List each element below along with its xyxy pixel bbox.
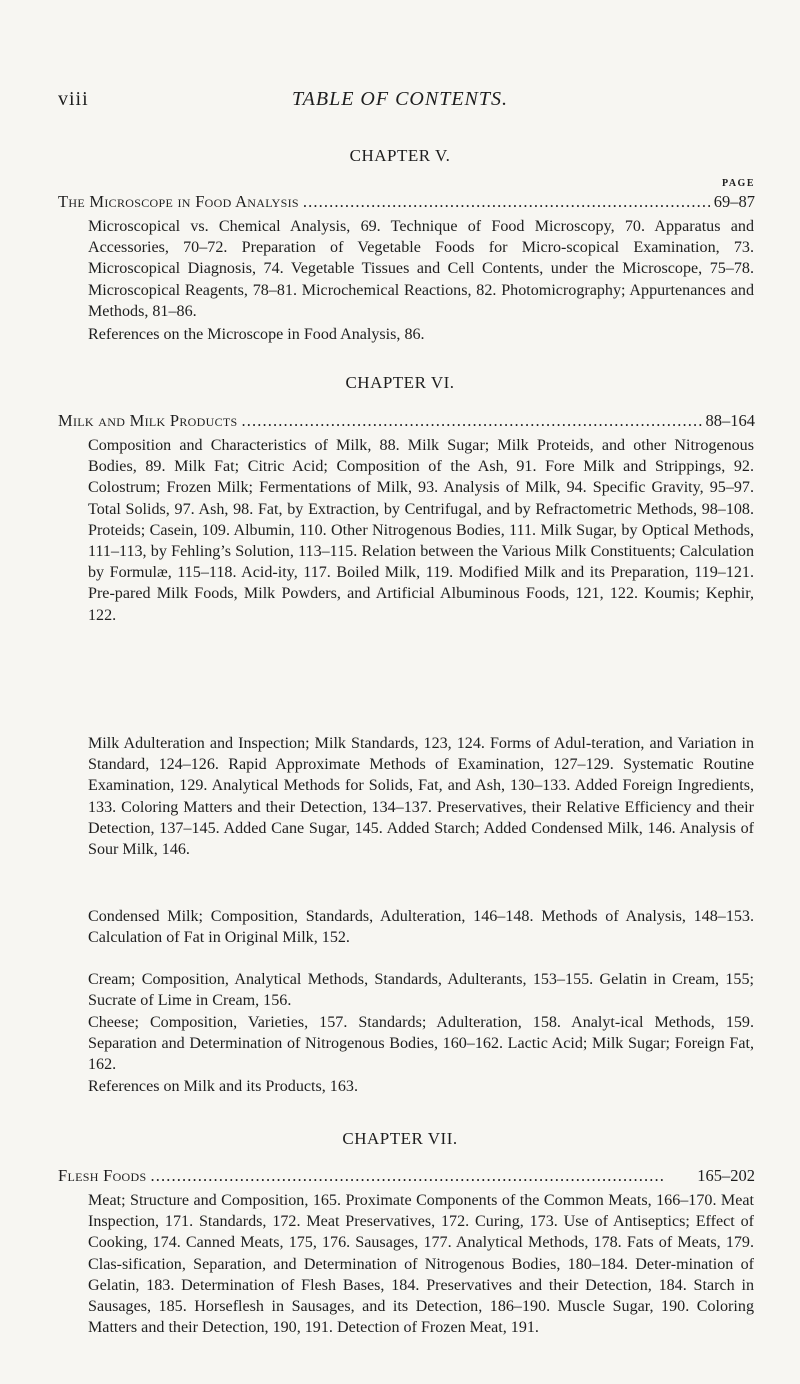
chapter-heading: CHAPTER V.: [349, 146, 451, 165]
paragraph: References on the Microscope in Food Analysis, 86.: [88, 326, 425, 343]
page-range: 69–87: [713, 192, 755, 211]
page-number: viii: [58, 88, 89, 110]
paragraph: Cheese; Composition, Varieties, 157. Standards; Adulteration, 158. Analyt-ical Methods, 159. Separation and Determination of Nitrogenous Bodies, 160–162. Lactic Acid; Milk Sugar; Foreign Fat, 162.: [88, 1014, 754, 1074]
dot-leader: [242, 411, 702, 431]
chapter-title: Milk and Milk Products: [58, 411, 238, 430]
chapter-entry: [58, 1166, 755, 1186]
page-column-label: PAGE: [721, 178, 755, 189]
paragraph: Microscopical vs. Chemical Analysis, 69. Technique of Food Microscopy, 70. Apparatus and Accessories, 70–72. Preparation of Vegetable Foods for Micro-scopical Examination, 73. Microscopical Diagnosis, 74. Vegetable Tissues and Cell Contents, under the Microscope, 75–78. Microscopical Reagents, 78–81. Microchemical Reactions, 82. Photomicrography; Appurtenances and Methods, 81–86.: [88, 218, 754, 320]
chapter-entry: [58, 192, 755, 212]
running-title: TABLE OF CONTENTS.: [292, 88, 508, 110]
paragraph: Milk Adulteration and Inspection; Milk Standards, 123, 124. Forms of Adul-teration, and Variation in Standard, 124–126. Rapid Approximate Methods of Examination, 127–129. Systematic Routine Examination, 129. Analytical Methods for Solids, Fat, and Ash, 130–133. Added Foreign Ingredients, 133. Coloring Matters and their Detection, 134–137. Preservatives, their Relative Efficiency and their Detection, 137–145. Added Cane Sugar, 145. Added Starch; Added Condensed Milk, 146. Analysis of Sour Milk, 146.: [88, 735, 754, 859]
chapter-heading: CHAPTER VII.: [342, 1129, 458, 1148]
page-header: [0, 88, 800, 118]
paragraph: Condensed Milk; Composition, Standards, Adulteration, 146–148. Methods of Analysis, 148–153. Calculation of Fat in Original Milk, 152.: [88, 908, 754, 947]
paragraph: Cream; Composition, Analytical Methods, Standards, Adulterants, 153–155. Gelatin in Cream, 155; Sucrate of Lime in Cream, 156.: [88, 971, 754, 1010]
page-range: 88–164: [705, 411, 755, 430]
dot-leader: [303, 192, 710, 212]
chapter-title: The Microscope in Food Analysis: [58, 192, 299, 211]
paragraph: Composition and Characteristics of Milk, 88. Milk Sugar; Milk Proteids, and other Nitrogenous Bodies, 89. Milk Fat; Citric Acid; Composition of the Ash, 91. Fore Milk and Strippings, 92. Colostrum; Frozen Milk; Fermentations of Milk, 93. Analysis of Milk, 94. Specific Gravity, 95–97. Total Solids, 97. Ash, 98. Fat, by Extraction, by Centrifugal, and by Refractometric Methods, 98–108. Proteids; Casein, 109. Albumin, 110. Other Nitrogenous Bodies, 111. Milk Sugar, by Optical Methods, 111–113, by Fehling’s Solution, 113–115. Relation between the Various Milk Constituents; Calculation by Formulæ, 115–118. Acid-ity, 117. Boiled Milk, 119. Modified Milk and its Preparation, 119–121. Pre-pared Milk Foods, Milk Powders, and Artificial Albuminous Foods, 121, 122. Koumis; Kephir, 122.: [88, 437, 754, 624]
chapter-entry: [58, 411, 755, 431]
paragraph: Meat; Structure and Composition, 165. Proximate Components of the Common Meats, 166–170. Meat Inspection, 171. Standards, 172. Meat Preservatives, 172. Curing, 173. Use of Antiseptics; Effect of Cooking, 174. Canned Meats, 175, 176. Sausages, 177. Analytical Methods, 178. Fats of Meats, 179. Clas-sification, Separation, and Determination of Nitrogenous Bodies, 180–184. Deter-mination of Gelatin, 183. Determination of Flesh Bases, 184. Preservatives and their Detection, 184. Starch in Sausages, 185. Horseflesh in Sausages, and its Detection, 186–190. Muscle Sugar, 190. Coloring Matters and their Detection, 190, 191. Detection of Frozen Meat, 191.: [88, 1192, 754, 1337]
page-range: 165–202: [697, 1166, 755, 1185]
chapter-heading: CHAPTER VI.: [345, 373, 455, 392]
dot-leader: [150, 1166, 693, 1186]
chapter-title: Flesh Foods: [58, 1166, 147, 1185]
paragraph: References on Milk and its Products, 163.: [88, 1078, 358, 1095]
